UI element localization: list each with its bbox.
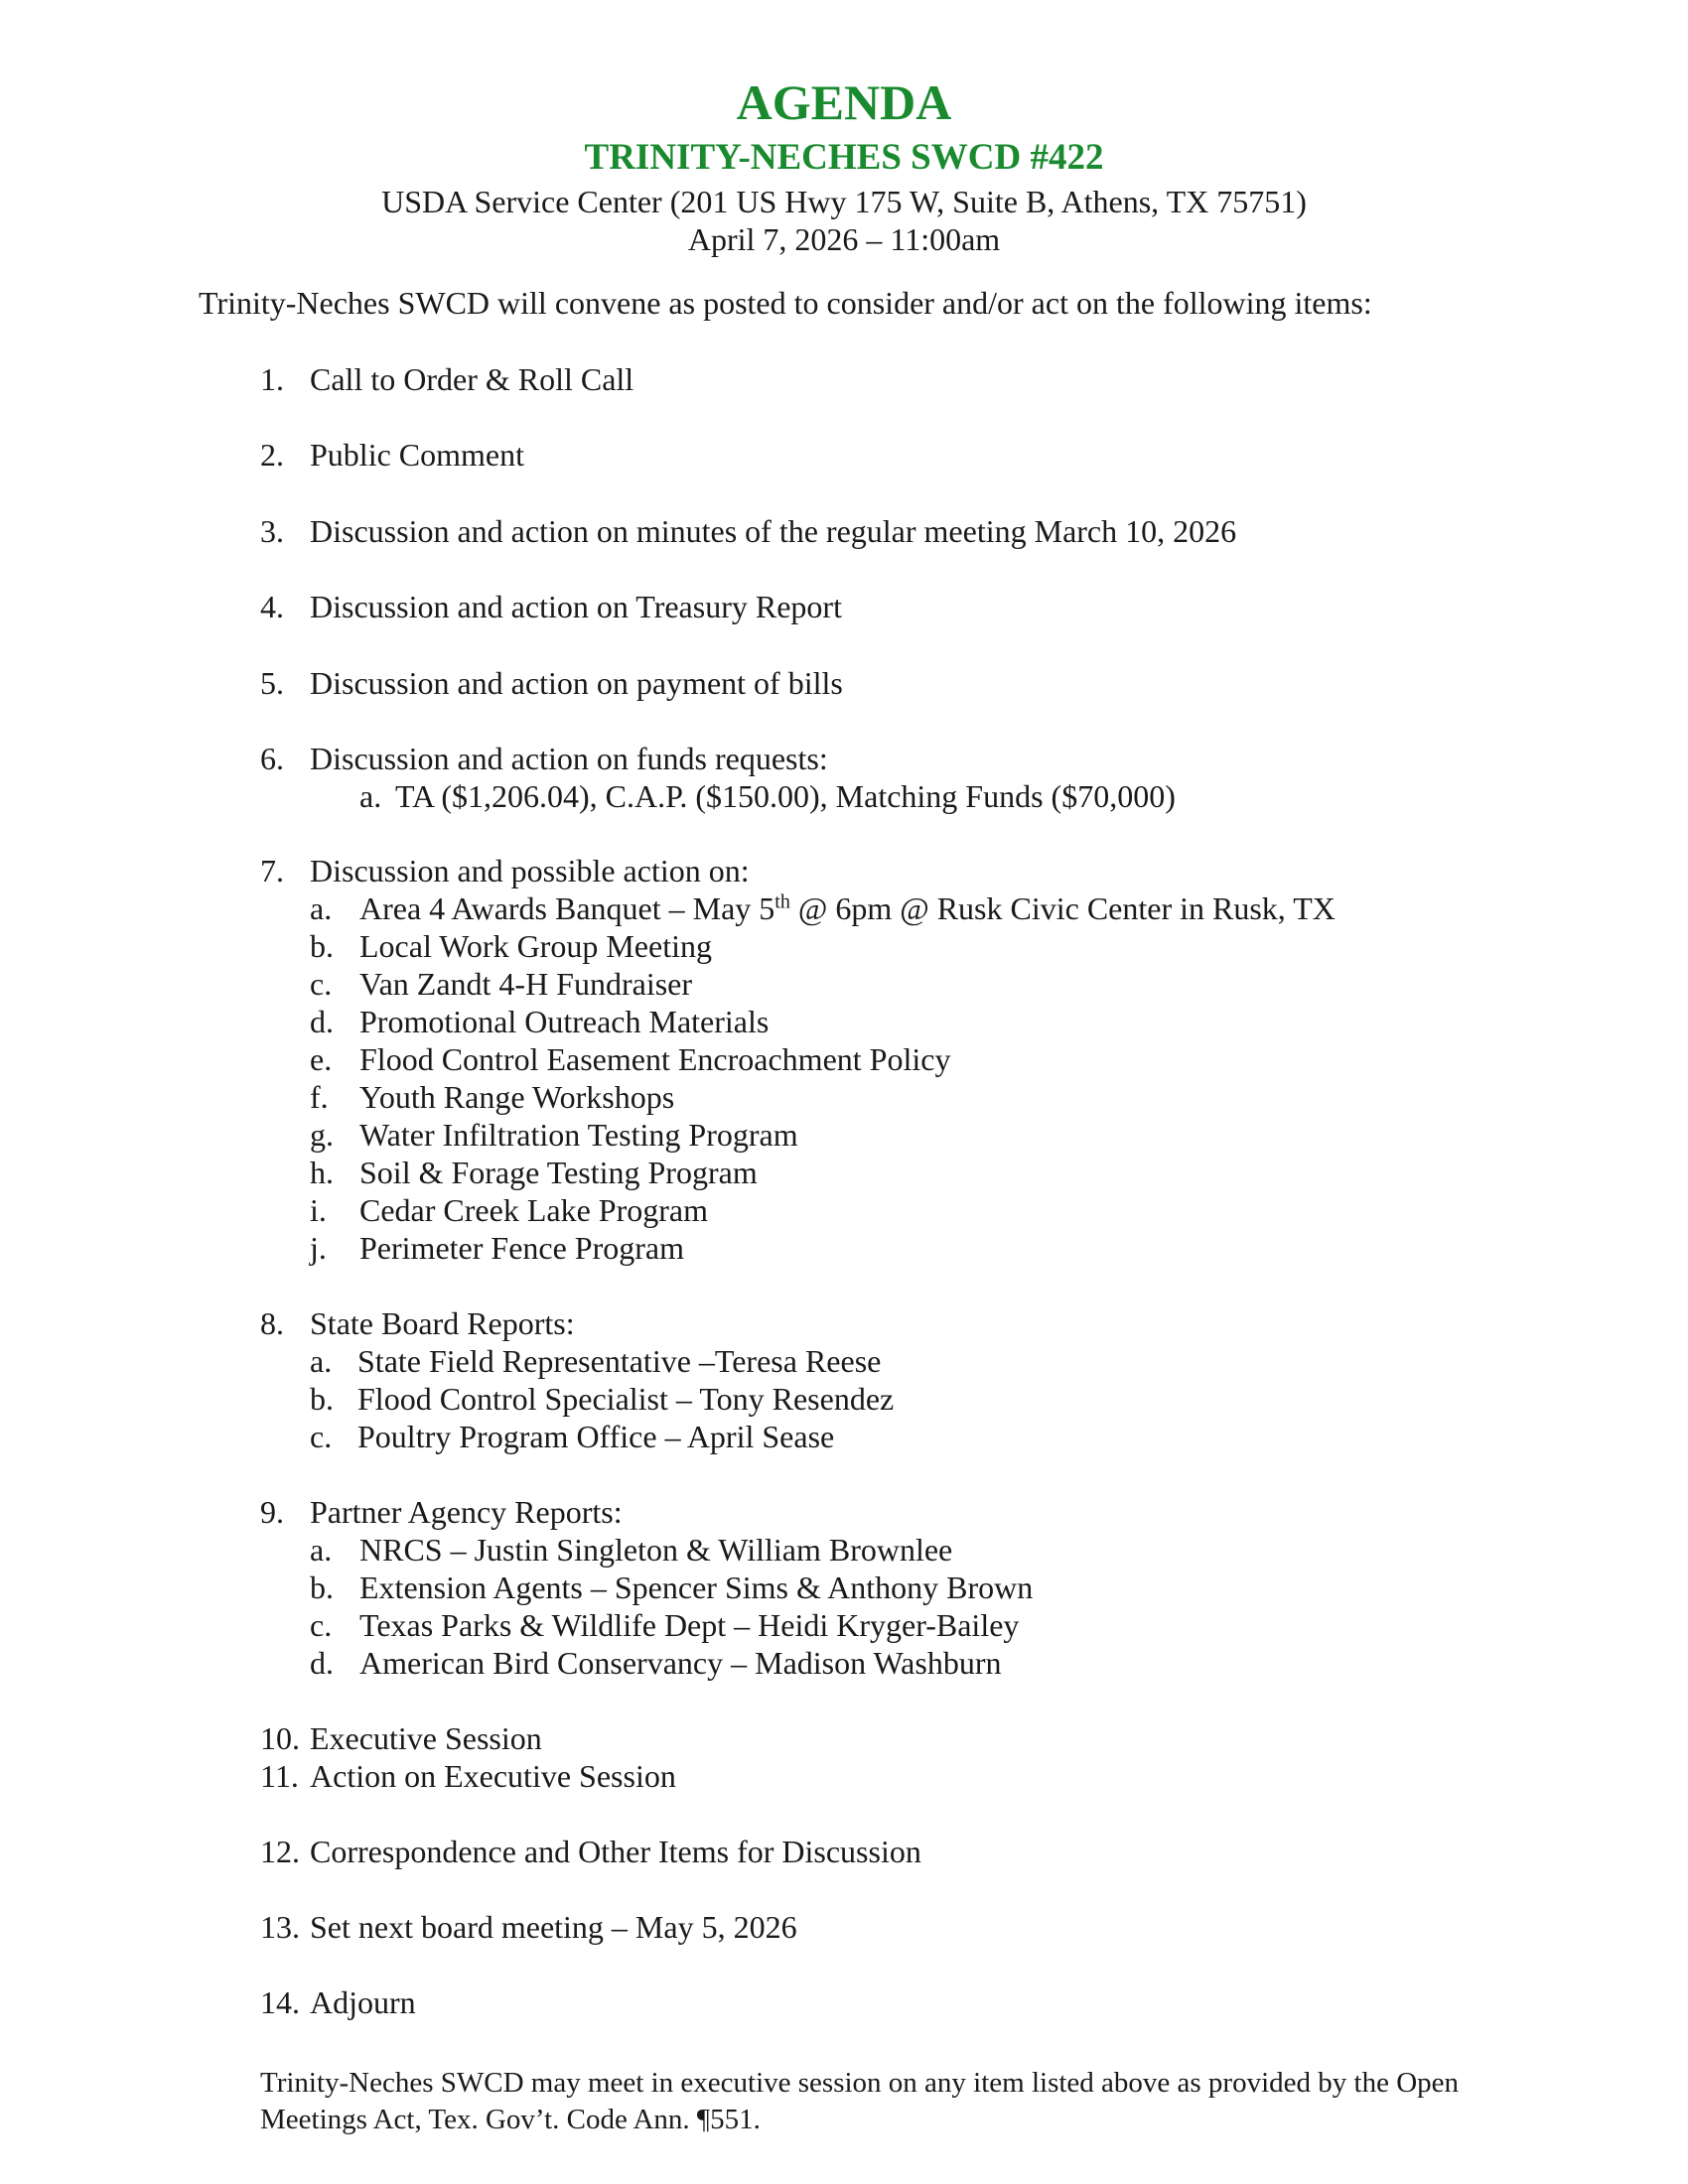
- item-number: 9.: [260, 1494, 284, 1530]
- sub-item-text: TA ($1,206.04), C.A.P. ($150.00), Matching Funds ($70,000): [395, 778, 1176, 814]
- sub-item-text: Water Infiltration Testing Program: [359, 1117, 798, 1153]
- item-text: Executive Session: [310, 1720, 542, 1756]
- sub-item-letter: g.: [310, 1117, 334, 1153]
- sub-item-letter: d.: [310, 1645, 334, 1681]
- sub-item-letter: a.: [310, 890, 333, 926]
- agenda-header: [0, 71, 1688, 258]
- intro-text: Trinity-Neches SWCD will convene as posted to consider and/or act on the following items:: [199, 285, 1372, 321]
- sub-item-text-tail: @ 6pm @ Rusk Civic Center in Rusk, TX: [789, 890, 1336, 926]
- sub-item-letter: b.: [310, 1570, 334, 1605]
- sub-item-letter: i.: [310, 1192, 327, 1228]
- item-text: Call to Order & Roll Call: [310, 361, 634, 397]
- item-number: 3.: [260, 513, 284, 549]
- sub-item-letter: f.: [310, 1079, 329, 1115]
- sub-item-text: Texas Parks & Wildlife Dept – Heidi Kryger-Bailey: [359, 1607, 1020, 1643]
- sub-item-letter: a.: [310, 1532, 333, 1568]
- sub-item-text: State Field Representative –Teresa Reese: [357, 1343, 882, 1379]
- sub-item-text: Flood Control Specialist – Tony Resendez: [357, 1381, 895, 1417]
- item-number: 7.: [260, 853, 284, 888]
- sub-item-text: Youth Range Workshops: [359, 1079, 675, 1115]
- meeting-datetime: April 7, 2026 – 11:00am: [687, 221, 1001, 257]
- item-number: 8.: [260, 1305, 284, 1341]
- item-text: Discussion and action on payment of bills: [310, 665, 843, 701]
- executive-session-notice: Trinity-Neches SWCD may meet in executive session on any item listed above as provided by the Open Meetings Act, Tex. Gov’t. Code Ann. ¶551.: [260, 2067, 1460, 2135]
- sub-item-letter: c.: [310, 1607, 333, 1643]
- item-number: 12.: [260, 1834, 300, 1869]
- item-text: Partner Agency Reports:: [310, 1494, 623, 1530]
- item-text: Adjourn: [310, 1984, 416, 2020]
- item-number: 5.: [260, 665, 284, 701]
- sub-item-letter: a.: [359, 778, 382, 814]
- item-text: Discussion and possible action on:: [310, 853, 750, 888]
- sub-item-text: American Bird Conservancy – Madison Washburn: [359, 1645, 1002, 1681]
- item-text: Public Comment: [310, 437, 524, 473]
- sub-item-text: Local Work Group Meeting: [359, 928, 712, 964]
- sub-item-text: Cedar Creek Lake Program: [359, 1192, 708, 1228]
- meeting-location: USDA Service Center (201 US Hwy 175 W, Suite B, Athens, TX 75751): [381, 184, 1307, 219]
- item-text: Discussion and action on Treasury Report: [310, 589, 842, 624]
- sub-item-letter: c.: [310, 966, 333, 1002]
- item-number: 4.: [260, 589, 284, 624]
- sub-item-text: Flood Control Easement Encroachment Policy: [359, 1041, 951, 1077]
- item-number: 1.: [260, 361, 284, 397]
- sub-item-text: Extension Agents – Spencer Sims & Anthony Brown: [359, 1570, 1034, 1605]
- sub-item-letter: c.: [310, 1419, 333, 1454]
- item-text: Discussion and action on funds requests:: [310, 741, 828, 776]
- item-text: Set next board meeting – May 5, 2026: [310, 1909, 797, 1945]
- item-number: 14.: [260, 1984, 300, 2020]
- item-number: 10.: [260, 1720, 300, 1756]
- sub-item-text: NRCS – Justin Singleton & William Brownlee: [359, 1532, 953, 1568]
- item-text: State Board Reports:: [310, 1305, 575, 1341]
- sub-item-letter: a.: [310, 1343, 333, 1379]
- sub-item-text: Poultry Program Office – April Sease: [357, 1419, 835, 1454]
- sub-item-letter: b.: [310, 928, 334, 964]
- sub-item-letter: j.: [310, 1230, 327, 1266]
- sub-item-text: Perimeter Fence Program: [359, 1230, 684, 1266]
- district-name: TRINITY-NECHES SWCD #422: [584, 137, 1104, 178]
- item-text: Action on Executive Session: [310, 1758, 676, 1794]
- sub-item-text-main: Area 4 Awards Banquet – May 5: [359, 890, 775, 926]
- sub-item-letter: d.: [310, 1004, 334, 1039]
- item-text: Discussion and action on minutes of the regular meeting March 10, 2026: [310, 513, 1237, 549]
- agenda-title: AGENDA: [736, 74, 952, 130]
- item-number: 2.: [260, 437, 284, 473]
- sub-item-letter: e.: [310, 1041, 333, 1077]
- item-number: 6.: [260, 741, 284, 776]
- ordinal-suffix: th: [774, 890, 790, 913]
- sub-item-letter: h.: [310, 1155, 334, 1190]
- sub-item-text: Soil & Forage Testing Program: [359, 1155, 758, 1190]
- item-number: 13.: [260, 1909, 300, 1945]
- sub-item-letter: b.: [310, 1381, 334, 1417]
- sub-item-text: [359, 889, 1336, 927]
- sub-item-text: Van Zandt 4-H Fundraiser: [359, 966, 693, 1002]
- sub-item-text: Promotional Outreach Materials: [359, 1004, 770, 1039]
- item-text: Correspondence and Other Items for Discussion: [310, 1834, 921, 1869]
- item-number: 11.: [260, 1758, 299, 1794]
